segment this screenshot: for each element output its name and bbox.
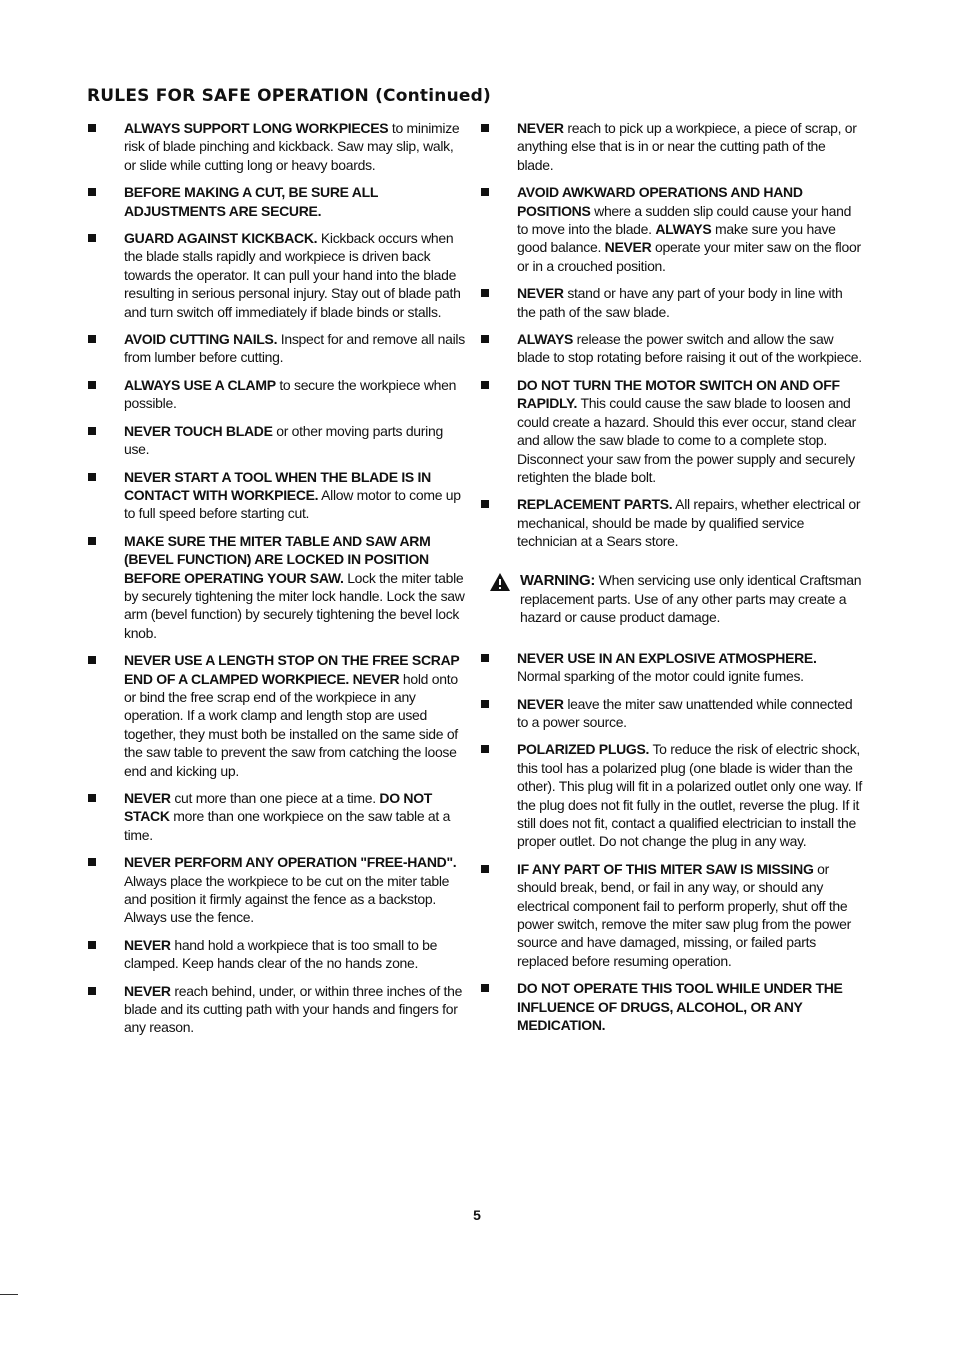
bullet-icon: [88, 858, 96, 866]
rule-text: hand hold a workpiece that is too small to be clamped. Keep hands clear of the no hands zone.: [124, 936, 438, 972]
rule-text: leave the miter saw unattended while connected to a power source.: [517, 695, 853, 730]
rule-text: reach to pick up a workpiece, a piece of scrap, or anything else that is in or near the cutting path of the blade.: [517, 120, 857, 173]
rule-item: [481, 284, 862, 321]
rule-lead: NEVER START A TOOL WHEN THE BLADE IS IN CONTACT WITH WORKPIECE.: [124, 468, 431, 503]
rule-lead: AVOID AWKWARD OPERATIONS AND HAND POSITIONS: [517, 184, 803, 219]
rule-lead: NEVER: [124, 936, 171, 953]
rule-lead: BEFORE MAKING A CUT, BE SURE ALL ADJUSTMENTS ARE SECURE.: [124, 184, 378, 219]
bullet-icon: [88, 335, 96, 343]
page-number: 5: [473, 1207, 481, 1223]
rule-item: [88, 119, 466, 174]
left-column: [88, 119, 466, 1046]
rule-lead: NEVER USE IN AN EXPLOSIVE ATMOSPHERE.: [517, 649, 817, 666]
bullet-icon: [88, 473, 96, 481]
rule-item: [88, 468, 466, 523]
rule-item: [481, 979, 862, 1034]
bullet-icon: [481, 745, 489, 753]
rule-lead: NEVER: [124, 982, 171, 999]
rule-text: to minimize risk of blade pinching and kickback. Saw may slip, walk, or slide while cutting long or heavy boards.: [124, 120, 460, 173]
rule-item: [481, 330, 862, 367]
rule-lead: NEVER: [517, 120, 564, 136]
rule-text: where a sudden slip could cause your hand to move into the blade.: [517, 202, 852, 238]
rule-lead: MAKE SURE THE MITER TABLE AND SAW ARM (BEVEL FUNCTION) ARE LOCKED IN POSITION BEFORE OPERATING YOUR SAW.: [124, 532, 431, 586]
bullet-icon: [481, 984, 489, 992]
rule-lead: GUARD AGAINST KICKBACK.: [124, 230, 318, 247]
bullet-icon: [481, 381, 489, 389]
rule-item: [88, 853, 466, 927]
bullet-icon: [481, 335, 489, 343]
rule-item: [481, 183, 862, 275]
rule-lead: NEVER PERFORM ANY OPERATION "FREE-HAND".: [124, 854, 457, 871]
rule-text: more than one workpiece on the saw table at a time.: [124, 808, 451, 843]
rule-text: cut more than one piece at a time.: [170, 790, 380, 806]
rule-item: [88, 422, 466, 459]
rule-lead: NEVER TOUCH BLADE: [124, 422, 273, 439]
rule-text: All repairs, whether electrical or mechanical, should be made by qualified service technician at a Sears store.: [517, 496, 861, 550]
rule-item: [88, 651, 466, 780]
rule-text: or should break, bend, or fail in any way, or should any electrical component fail to perform properly, shut off the power switch, remove the miter saw plug from the power source and have damaged, missing, or failed parts replaced before resuming operation.: [517, 860, 851, 969]
bullet-icon: [481, 500, 489, 508]
rule-text: Kickback occurs when the blade stalls rapidly and workpiece is driven back towards the operator. It can pull your hand into the blade resulting in serious personal injury. Stay out of blade path and turn switch off immediately if blade binds or stalls.: [124, 230, 461, 320]
rule-text: to secure the workpiece when possible.: [124, 376, 457, 412]
rule-text: Allow motor to come up to full speed before starting cut.: [124, 486, 461, 522]
bullet-icon: [88, 537, 96, 545]
rule-lead: ALWAYS SUPPORT LONG WORKPIECES: [124, 120, 389, 136]
rule-text: Lock the miter table by securely tightening the miter lock handle. Lock the saw arm (bevel function) by securely tightening the bevel lock knob.: [124, 569, 465, 641]
rule-item: [88, 789, 466, 844]
rule-item: [481, 119, 862, 174]
bullet-icon: [88, 188, 96, 196]
bullet-icon: [88, 941, 96, 949]
rule-text: Inspect for and remove all nails from lumber before cutting.: [124, 331, 465, 366]
rule-lead: ALWAYS: [517, 331, 574, 348]
bullet-icon: [481, 865, 489, 873]
bullet-icon: [88, 124, 96, 132]
rule-lead: POLARIZED PLUGS.: [517, 741, 650, 758]
rule-lead: IF ANY PART OF THIS MITER SAW IS MISSING: [517, 860, 814, 877]
rule-lead: NEVER: [124, 790, 171, 806]
rule-text: To reduce the risk of electric shock, this tool has a polarized plug (one blade is wider than the other). This plug will fit in a polarized outlet only one way. If the plug does not fit fully in the outlet, reverse the plug. If it still does not fit, contact a qualified electrician to install the proper outlet. Do not change the plug in any way.: [517, 741, 862, 850]
warning-text: When servicing use only identical Craftsman replacement parts. Use of any other parts may create a hazard or cause product damage.: [520, 571, 862, 626]
warning-label: WARNING:: [520, 571, 596, 589]
rule-item: [481, 695, 862, 732]
bullet-icon: [481, 124, 489, 132]
rule-item: [88, 229, 466, 321]
rule-item: [481, 649, 862, 686]
rule-item: [88, 330, 466, 367]
bullet-icon: [481, 289, 489, 297]
rule-text: or other moving parts during use.: [124, 422, 443, 458]
bullet-icon: [88, 381, 96, 389]
rule-item: [88, 532, 466, 642]
warning-triangle-icon: [489, 572, 511, 592]
rule-text: release the power switch and allow the saw blade to stop rotating before raising it out of the workpiece.: [517, 331, 862, 366]
rule-lead: ALWAYS USE A CLAMP: [124, 376, 276, 393]
rule-text: hold onto or bind the free scrap end of the workpiece in any operation. If a work clamp and length stop are used together, they must both be installed on the same side of the saw table to prevent the saw from catching the loose end and kicking up.: [124, 670, 458, 779]
warning-note: [481, 571, 862, 627]
right-column: [481, 119, 862, 1043]
rule-item: [481, 495, 862, 550]
rule-text: Always place the workpiece to be cut on the miter table and position it firmly against the fence as a backstop. Always use the fence.: [124, 872, 450, 926]
rule-lead: ALWAYS: [655, 221, 712, 238]
rule-item: [481, 860, 862, 970]
rule-item: [88, 982, 466, 1037]
rule-item: [88, 376, 466, 413]
bullet-icon: [88, 427, 96, 435]
rule-text: operate your miter saw on the floor or in a crouched position.: [517, 239, 861, 274]
rule-lead: REPLACEMENT PARTS.: [517, 496, 673, 513]
rule-item: [481, 376, 862, 486]
rule-item: [88, 936, 466, 973]
bullet-icon: [481, 654, 489, 662]
rule-item: [481, 740, 862, 850]
rule-text: This could cause the saw blade to loosen and could create a hazard. Should this ever occur, stand clear and allow the saw blade to come to a complete stop. Disconnect your saw from the power supply and securely retighten the blade bolt.: [517, 395, 857, 485]
rule-lead: DO NOT OPERATE THIS TOOL WHILE UNDER THE INFLUENCE OF DRUGS, ALCOHOL, OR ANY MEDICATION.: [517, 980, 843, 1034]
bullet-icon: [88, 656, 96, 664]
page-title: RULES FOR SAFE OPERATION (Continued): [87, 86, 491, 106]
rule-text: stand or have any part of your body in line with the path of the saw blade.: [517, 285, 843, 320]
bullet-icon: [481, 188, 489, 196]
rule-lead: NEVER: [517, 695, 564, 712]
rule-text: Normal sparking of the motor could ignite fumes.: [517, 668, 804, 685]
rule-lead: NEVER USE A LENGTH STOP ON THE FREE SCRAP END OF A CLAMPED WORKPIECE. NEVER: [124, 652, 460, 687]
scan-mark: [0, 1294, 18, 1295]
bullet-icon: [481, 700, 489, 708]
rule-lead: DO NOT TURN THE MOTOR SWITCH ON AND OFF RAPIDLY.: [517, 376, 840, 412]
rule-lead: DO NOT STACK: [124, 790, 433, 825]
rule-text: make sure you have good balance.: [517, 221, 836, 256]
rule-item: [88, 183, 466, 220]
bullet-icon: [88, 234, 96, 242]
rule-lead: NEVER: [517, 285, 564, 302]
bullet-icon: [88, 794, 96, 802]
rule-lead: NEVER: [604, 239, 652, 256]
rule-text: reach behind, under, or within three inches of the blade and its cutting path with your hands and fingers for any reason.: [124, 982, 463, 1036]
bullet-icon: [88, 987, 96, 995]
rule-lead: AVOID CUTTING NAILS.: [124, 331, 278, 348]
